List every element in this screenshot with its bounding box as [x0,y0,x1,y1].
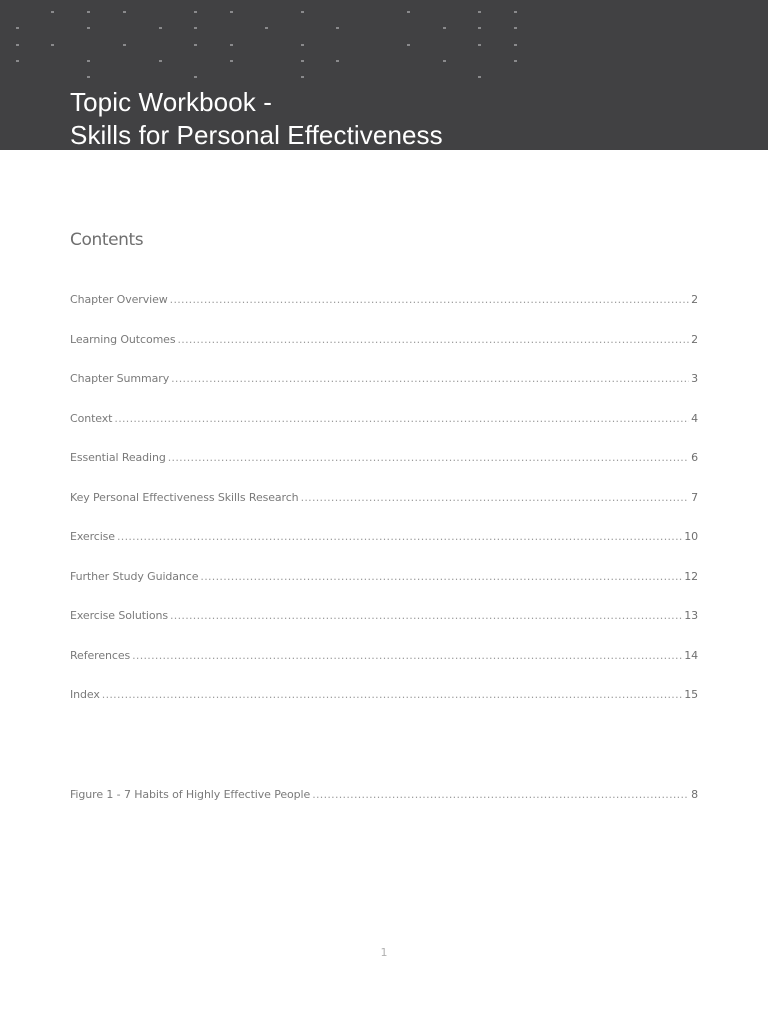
dot-leader [102,688,682,701]
toc-entry-label: Context [70,411,113,425]
toc-entry-references[interactable] [70,649,698,668]
toc-entry-label: Chapter Overview [70,293,168,306]
toc-entry-page: 14 [684,648,698,662]
toc-entry-label: Chapter Summary [70,372,170,385]
toc-entry-page: 13 [684,609,698,622]
toc-entry-label: Exercise Solutions [70,609,169,622]
title-line-1: Topic Workbook - [70,87,272,117]
title-line-2: Skills for Personal Effectiveness [70,120,443,150]
toc-entry-label: Key Personal Effectiveness Skills Research [70,490,299,504]
toc-entry-page: 2 [691,293,698,306]
dot-leader [312,788,689,801]
toc-entry-exercise[interactable] [70,530,698,549]
toc-entry-chapter-summary[interactable] [70,372,698,391]
toc-entry-label: Essential Reading [70,451,166,464]
toc-entry-exercise-solutions[interactable] [70,609,698,628]
toc-entry-label: Index [70,688,100,701]
dot-leader [170,609,682,622]
table-of-figures [70,788,698,828]
toc-entry-label: References [70,648,131,662]
toc-entry-page: 12 [684,569,698,583]
toc-entry-label: Further Study Guidance [70,569,199,583]
toc-entry-further-study-guidance[interactable] [70,570,698,589]
toc-entry-chapter-overview[interactable] [70,293,698,312]
page-number: 1 [380,946,388,959]
table-of-contents [70,293,698,728]
dot-leader [178,333,690,346]
dot-leader [170,293,689,306]
toc-entry-index[interactable] [70,688,698,707]
toc-entry-label: Exercise [70,530,115,543]
dot-leader [200,570,682,583]
toc-entry-essential-reading[interactable] [70,451,698,470]
dot-leader [114,412,689,425]
toc-entry-learning-outcomes[interactable] [70,333,698,352]
figure-entry-label: Figure 1 - 7 Habits of Highly Effective People [70,788,311,801]
figure-entry-7-habits[interactable] [70,788,698,807]
document-title [70,86,443,150]
dot-leader [171,372,689,385]
toc-entry-page: 7 [691,490,698,504]
toc-entry-page: 10 [684,530,698,543]
contents-heading: Contents [70,230,144,250]
toc-entry-page: 3 [691,372,698,385]
dot-leader [168,451,689,464]
toc-entry-page: 15 [684,688,698,701]
figure-entry-page: 8 [691,788,698,801]
toc-entry-context[interactable] [70,412,698,431]
toc-entry-page: 2 [691,332,698,346]
dot-leader [301,491,690,504]
toc-entry-page: 4 [691,411,698,425]
toc-entry-key-skills-research[interactable] [70,491,698,510]
toc-entry-label: Learning Outcomes [70,332,176,346]
dot-leader [132,649,682,662]
dot-leader [117,530,682,543]
header-band [0,0,768,150]
toc-entry-page: 6 [691,451,698,464]
